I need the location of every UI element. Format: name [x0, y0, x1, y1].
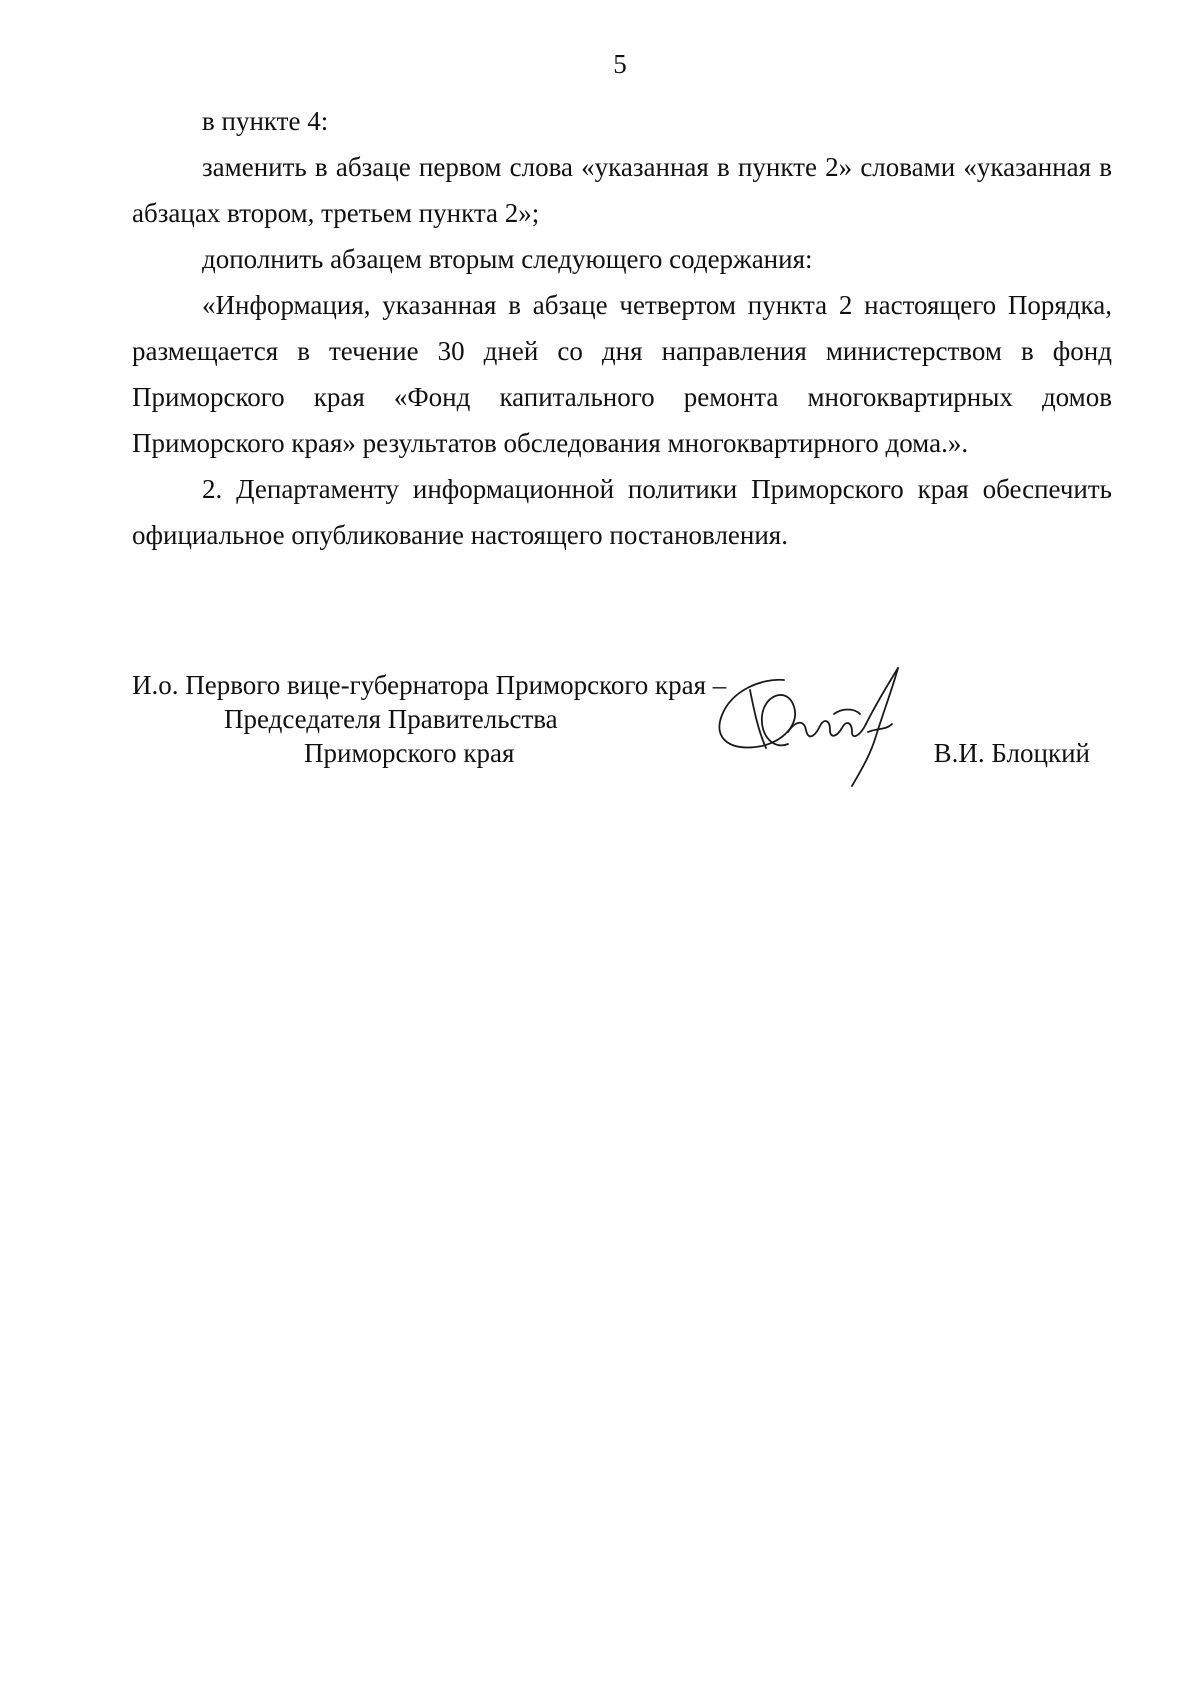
signer-position-line-3: Приморского края — [304, 738, 515, 768]
signer-position-line-2: Председателя Правительства — [224, 704, 558, 734]
page-number: 5 — [613, 49, 627, 79]
paragraph-1: в пункте 4: — [202, 106, 329, 136]
paragraph-5: 2. Департаменту информационной политики Приморского края обеспечить официальное опубликование настоящего постановления. — [132, 474, 1112, 550]
document-body — [132, 98, 1112, 558]
paragraph-2: заменить в абзаце первом слова «указанная в пункте 2» словами «указанная в абзацах втором, третьем пункта 2»; — [132, 152, 1112, 228]
signature-block — [132, 668, 1112, 818]
signer-name: В.И. Блоцкий — [933, 738, 1090, 768]
paragraph-3: дополнить абзацем вторым следующего содержания: — [202, 244, 813, 274]
handwritten-signature-icon — [692, 660, 932, 790]
signer-position-line-1: И.о. Первого вице-губернатора Приморского края – — [132, 670, 727, 700]
paragraph-4: «Информация, указанная в абзаце четвертом пункта 2 настоящего Порядка, размещается в течение 30 дней со дня направления министерством в фонд Приморского края «Фонд капитального ремонта многоквартирных домов Приморского края» результатов обследования многоквартирного дома.». — [132, 290, 1112, 458]
